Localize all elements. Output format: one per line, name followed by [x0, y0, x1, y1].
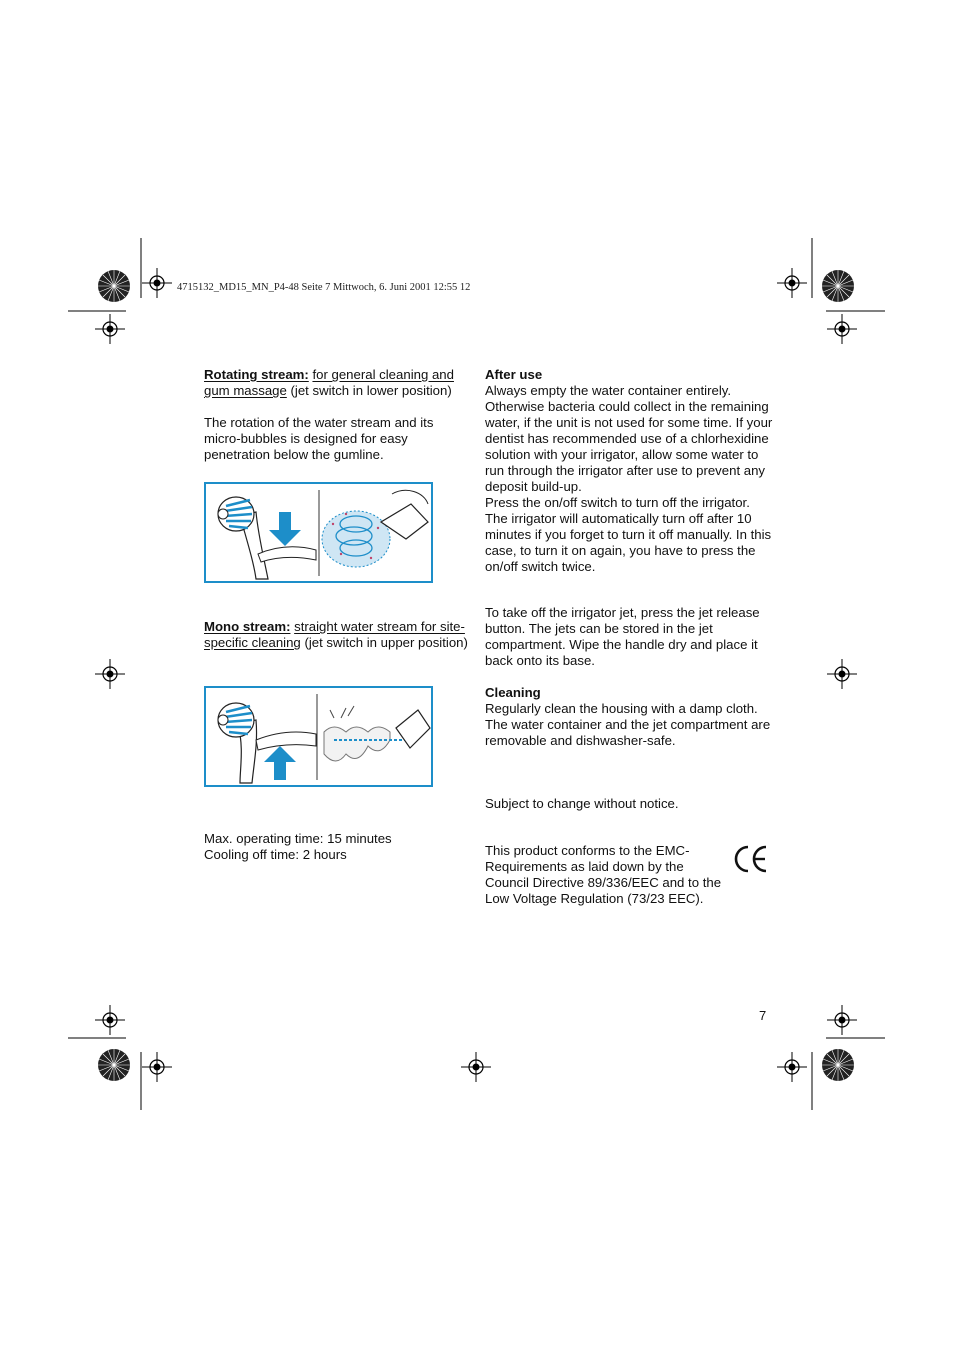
- emc-conformity-paragraph: This product conforms to the EMC-Requirements as laid down by the Council Directive 89/336/EEC and to the Low Voltage Regulation (73/23 EEC).: [485, 843, 722, 906]
- rotating-stream-heading: [204, 367, 472, 399]
- after-use-paragraph-2: Press the on/off switch to turn off the irrigator. The irrigator will automatically turn off after 10 minutes if you forget to turn it off manually. In this case, to turn it on again, you have to press the on/off switch twice.: [485, 495, 772, 574]
- mono-stream-heading: [204, 619, 472, 651]
- cleaning-paragraph-1: Regularly clean the housing with a damp cloth.: [485, 701, 758, 716]
- rotating-stream-title: Rotating stream:: [204, 367, 309, 382]
- subject-to-change: Subject to change without notice.: [485, 796, 679, 811]
- mono-stream-paren: (jet switch in upper position): [304, 635, 468, 650]
- mono-stream-desc: straight water stream for site-specific cleaning: [204, 619, 465, 650]
- ce-mark-icon: [733, 843, 769, 875]
- cleaning-paragraph-2: The water container and the jet compartment are removable and dishwasher-safe.: [485, 717, 771, 748]
- cleaning-title: Cleaning: [485, 685, 541, 700]
- rotating-stream-paren: (jet switch in lower position): [290, 383, 452, 398]
- after-use-title: After use: [485, 367, 543, 382]
- after-use-section: [485, 367, 775, 575]
- mono-stream-illustration: [206, 688, 431, 785]
- rotating-stream-illustration: [206, 484, 431, 581]
- max-operating-time: Max. operating time: 15 minutes: [204, 831, 392, 846]
- rotation-paragraph: The rotation of the water stream and its micro-bubbles is designed for easy penetration below the gumline.: [204, 415, 434, 462]
- after-use-paragraph-1: Always empty the water container entirely. Otherwise bacteria could collect in the remaining water, if the unit is not used for some time. If your dentist has recommended use of a chlorhexidine solution with your irrigator, allow some water to run through the irrigator after use to prevent any deposit build-up.: [485, 383, 773, 494]
- rotating-stream-desc: for general cleaning and gum massage: [204, 367, 454, 398]
- page-number: 7: [759, 1008, 767, 1023]
- cleaning-section: [485, 685, 775, 749]
- jet-removal-paragraph: To take off the irrigator jet, press the jet release button. The jets can be stored in the jet compartment. Wipe the handle dry and place it back onto its base.: [485, 605, 760, 668]
- mono-stream-figure: [204, 686, 433, 787]
- rotating-stream-figure: [204, 482, 433, 583]
- mono-stream-title: Mono stream:: [204, 619, 291, 634]
- cooling-off-time: Cooling off time: 2 hours: [204, 847, 347, 862]
- print-info: 4715132_MD15_MN_P4-48 Seite 7 Mittwoch, 6. Juni 2001 12:55 12: [177, 282, 471, 293]
